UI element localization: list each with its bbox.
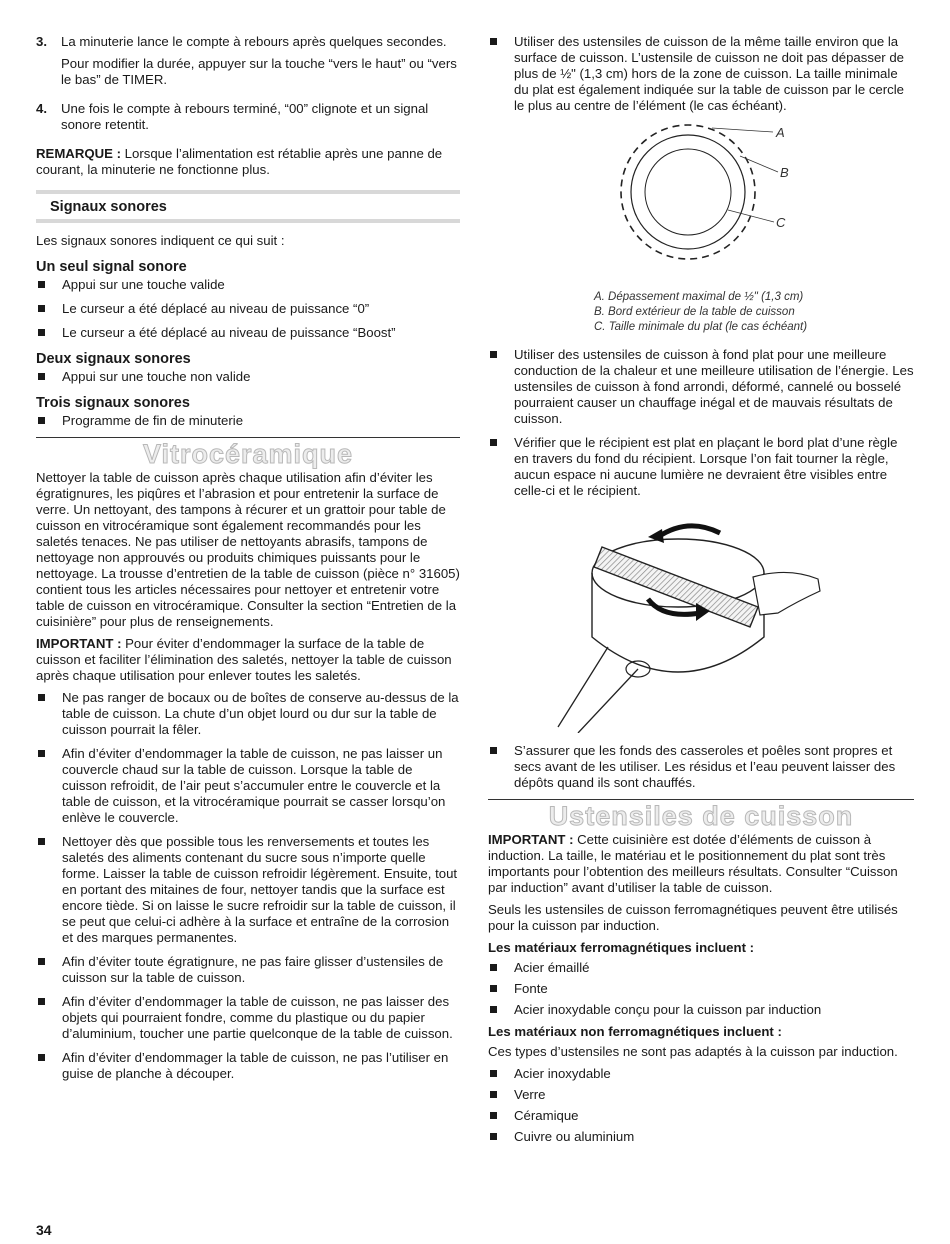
label-c: C	[776, 215, 786, 230]
one-signal-heading: Un seul signal sonore	[36, 259, 187, 275]
bullet-icon	[38, 998, 45, 1005]
list-item: Le curseur a été déplacé au niveau de puissance “Boost”	[36, 325, 460, 341]
step-3	[36, 34, 460, 94]
bullet-icon	[490, 1133, 497, 1140]
list-item: Appui sur une touche valide	[36, 277, 460, 293]
rotation-arrow-top	[658, 526, 720, 537]
bullet-icon	[38, 417, 45, 424]
element-outer-circle	[631, 135, 745, 249]
ruler-pan-svg	[488, 507, 914, 733]
list-item: Acier émaillé	[488, 960, 914, 976]
nonferro-list	[488, 1066, 914, 1145]
bullet-icon	[38, 1054, 45, 1061]
section-heading-signals: Signaux sonores	[36, 190, 460, 223]
element-inner-circle	[645, 149, 731, 235]
ferro-heading: Les matériaux ferromagnétiques incluent :	[488, 940, 755, 955]
vitro-important: IMPORTANT : Pour éviter d’endommager la surface de la table de cuisson et faciliter l’élimination des saletés, nettoyer la table de cuisson après chaque utilisation pour enlever toutes les saletés.	[36, 636, 452, 683]
bullet-icon	[490, 38, 497, 45]
two-signals-list	[36, 369, 460, 385]
step-4	[36, 101, 460, 139]
list-item: S’assurer que les fonds des casseroles et poêles sont propres et secs avant de les utiliser. Les résidus et l’eau peuvent laisser des dépôts quand ils sont chauffés.	[488, 743, 914, 791]
leader-a	[712, 128, 773, 132]
list-item: Afin d’éviter d’endommager la table de cuisson, ne pas laisser des objets qui pourraient fondre, comme du plastique ou du papier d’aluminium, toucher une partie quelconque de la table de cuisson.	[36, 994, 460, 1042]
bullet-icon	[38, 281, 45, 288]
ferro-list	[488, 960, 914, 1018]
section-title-ustensiles: Ustensiles de cuisson	[548, 801, 854, 831]
list-item: Appui sur une touche non valide	[36, 369, 460, 385]
remark-label: REMARQUE :	[36, 146, 121, 161]
cookware-outline	[621, 125, 755, 259]
vitro-paragraph: Nettoyer la table de cuisson après chaque utilisation afin d’éviter les égratignures, les piqûres et l’abrasion et pour entretenir la surface de verre. Un nettoyant, des tampons à récurer et un grattoir pour table de cuisson en vitrocéramique sont également recommandés pour les saletés tenaces. Ne pas utiliser de nettoyants abrasifs, tampons de nettoyage non approuvés ou produits chimiques puissants pour le nettoyage. La trousse d’entretien de la table de cuisson (pièce n° 31605) contient tous les articles nécessaires pour nettoyer et entretenir votre table de cuisson en vitrocéramique. Consulter la section “Entretien de la cuisinière” pour plus de renseignements.	[36, 470, 460, 629]
bullet-icon	[490, 964, 497, 971]
list-item: Ne pas ranger de bocaux ou de boîtes de conserve au-dessus de la table de cuisson. La chute d’un objet lourd ou dur sur la table de cuisson pourrait la fêler.	[36, 690, 460, 738]
label-a: A	[776, 125, 785, 140]
page-number: 34	[36, 1222, 52, 1238]
cookware-tips-list-1	[488, 34, 914, 114]
nonferro-heading: Les matériaux non ferromagnétiques incluent :	[488, 1024, 782, 1039]
list-item: Afin d’éviter d’endommager la table de cuisson, ne pas l’utiliser en guise de planche à découper.	[36, 1050, 460, 1082]
list-item: Afin d’éviter d’endommager la table de cuisson, ne pas laisser un couvercle chaud sur la table de cuisson. Lorsque la table de cuisson refroidit, de l’air peut s’accumuler entre le couvercle et la table de cuisson, et la vitrocéramique pourrait se casser lorsqu’on enlève le couvercle.	[36, 746, 460, 826]
signals-intro: Les signaux sonores indiquent ce qui suit :	[36, 233, 285, 248]
bullet-icon	[490, 351, 497, 358]
divider	[488, 799, 914, 800]
list-item: Programme de fin de minuterie	[36, 413, 460, 429]
list-item: Utiliser des ustensiles de cuisson à fond plat pour une meilleure conduction de la chaleur et une meilleure utilisation de l’énergie. Les ustensiles de cuisson à fond arrondi, déformé, cannelé ou bosselé pourraient causer un chauffage inégal et de mauvais résultats de cuisson.	[488, 347, 914, 427]
two-signals-heading: Deux signaux sonores	[36, 351, 191, 367]
step-number: 4.	[36, 101, 47, 116]
bullet-icon	[38, 305, 45, 312]
section-title-vitroceramique: Vitrocéramique	[142, 439, 354, 469]
right-column	[488, 34, 914, 1150]
bullet-icon	[490, 1006, 497, 1013]
list-item: Fonte	[488, 981, 914, 997]
bullet-icon	[490, 985, 497, 992]
bullet-icon	[490, 1091, 497, 1098]
nonferro-intro: Ces types d’ustensiles ne sont pas adaptés à la cuisson par induction.	[488, 1044, 898, 1059]
list-item: Acier inoxydable	[488, 1066, 914, 1082]
three-signals-list	[36, 413, 460, 429]
bullet-icon	[38, 750, 45, 757]
list-item: Acier inoxydable conçu pour la cuisson par induction	[488, 1002, 914, 1018]
vitro-list	[36, 690, 460, 1082]
diagram-caption	[488, 290, 914, 335]
cookware-tips-list-3	[488, 743, 914, 791]
bullet-icon	[38, 373, 45, 380]
list-item: Céramique	[488, 1108, 914, 1124]
cookware-size-diagram	[488, 122, 914, 286]
caption-line: A. Dépassement maximal de ½" (1,3 cm)	[594, 291, 804, 303]
list-item: Nettoyer dès que possible tous les renversements et toutes les saletés des aliments contenant du sucre sous n’importe quelle forme. Laisser la table de cuisson refroidir légèrement. Ensuite, tout en portant des mitaines de four, nettoyer tandis que la surface est encore tiède. Si on laisse le sucre refroidir sur la table de cuisson, il se peut que celui-ci adhère à la surface et entraîne de la corrosion et des marques permanentes.	[36, 834, 460, 946]
step-text: Une fois le compte à rebours terminé, “00” clignote et un signal sonore retentit.	[61, 101, 429, 132]
list-item: Le curseur a été déplacé au niveau de puissance “0”	[36, 301, 460, 317]
bullet-icon	[490, 1070, 497, 1077]
three-signals-heading: Trois signaux sonores	[36, 395, 190, 411]
list-item: Afin d’éviter toute égratignure, ne pas faire glisser d’ustensiles de cuisson sur la table de cuisson.	[36, 954, 460, 986]
step-text: Pour modifier la durée, appuyer sur la touche “vers le haut” ou “vers le bas” de TIMER.	[61, 56, 457, 87]
bullet-icon	[38, 329, 45, 336]
bullet-icon	[38, 838, 45, 845]
list-item: Vérifier que le récipient est plat en plaçant le bord plat d’une règle en travers du fond du récipient. Lorsque l’on fait tourner la règle, aucun espace ni aucune lumière ne devraient être visibles entre celle-ci et le récipient.	[488, 435, 914, 499]
bullet-icon	[490, 1112, 497, 1119]
one-signal-list	[36, 277, 460, 341]
label-b: B	[780, 165, 789, 180]
left-column	[36, 34, 460, 1090]
caption-line: C. Taille minimale du plat (le cas échéant)	[594, 321, 808, 333]
ruler-pan-illustration	[488, 507, 914, 733]
important-label: IMPORTANT :	[36, 636, 122, 651]
step-number: 3.	[36, 34, 47, 49]
bullet-icon	[38, 694, 45, 701]
leader-c	[728, 210, 774, 222]
list-item: Verre	[488, 1087, 914, 1103]
list-item: Utiliser des ustensiles de cuisson de la même taille environ que la surface de cuisson. L’ustensile de cuisson ne doit pas dépasser de plus de ½" (1,3 cm) hors de la zone de cuisson. La taille minimale du plat est également indiquée sur la table de cuisson par le cercle le plus au centre de l’élément (le cas échéant).	[488, 34, 914, 114]
size-diagram-svg	[488, 122, 914, 286]
bullet-icon	[38, 958, 45, 965]
leader-b	[740, 156, 778, 172]
cookware-tips-list-2	[488, 347, 914, 499]
hand	[753, 572, 820, 615]
ustensiles-paragraph: Seuls les ustensiles de cuisson ferromagnétiques peuvent être utilisés pour la cuisson par induction.	[488, 902, 898, 933]
bullet-icon	[490, 747, 497, 754]
remark	[36, 146, 460, 178]
bullet-icon	[490, 439, 497, 446]
important-label: IMPORTANT :	[488, 832, 574, 847]
step-text: La minuterie lance le compte à rebours après quelques secondes.	[61, 34, 447, 49]
list-item: Cuivre ou aluminium	[488, 1129, 914, 1145]
caption-line: B. Bord extérieur de la table de cuisson	[594, 306, 795, 318]
ustensiles-important: IMPORTANT : Cette cuisinière est dotée d’éléments de cuisson à induction. La taille, le matériau et le positionnement du plat sont très importants pour l’obtention des meilleurs résultats. Consulter “Cuisson par induction” avant d’utiliser la table de cuisson.	[488, 832, 898, 895]
divider	[36, 437, 460, 438]
remark-text: Lorsque l’alimentation est rétablie après une panne de courant, la minuterie ne fonctionne plus.	[36, 146, 443, 177]
